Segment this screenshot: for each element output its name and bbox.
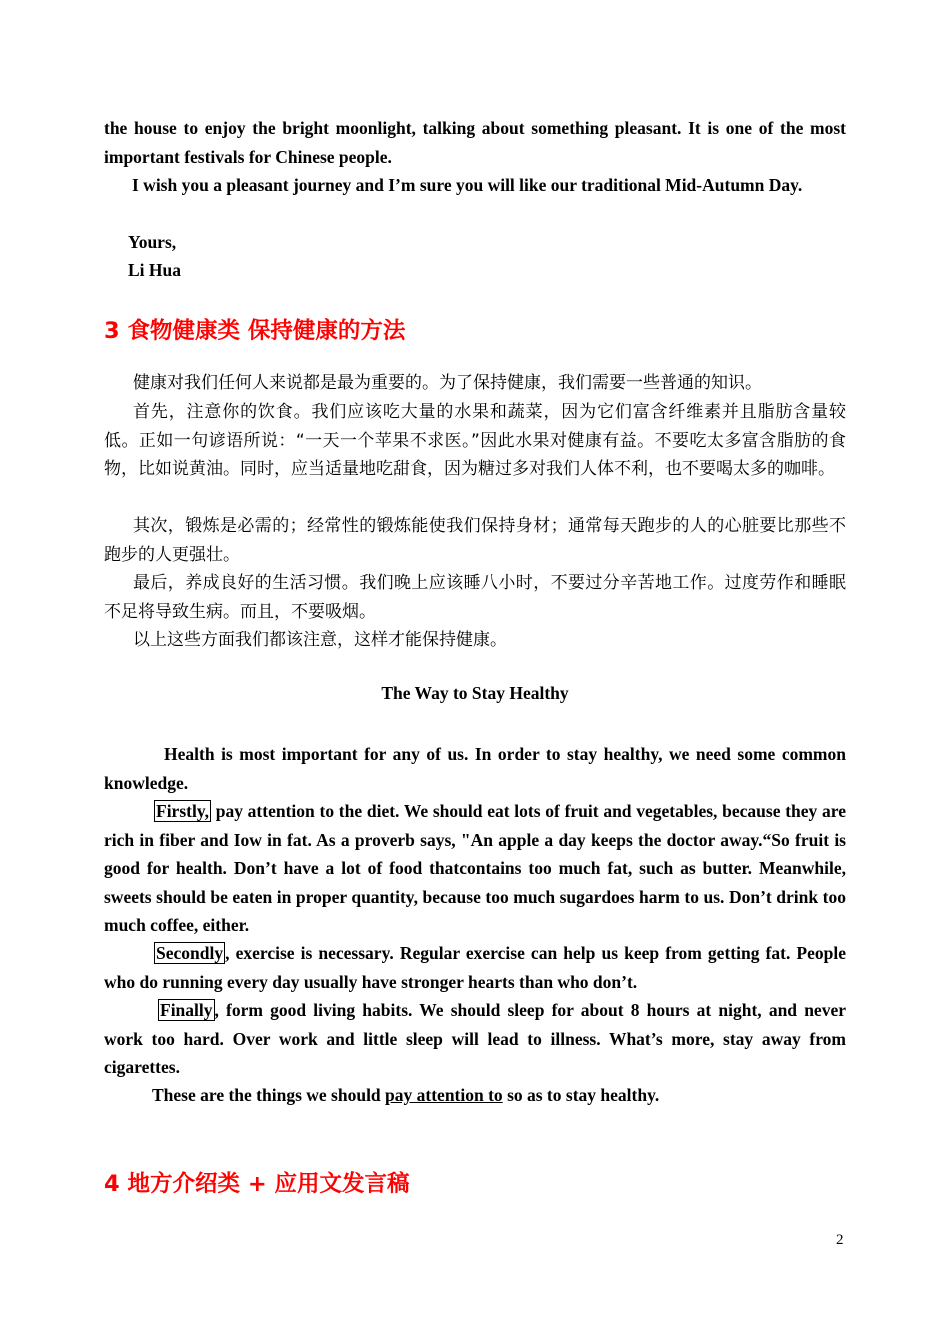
finally-text: , form good living habits. We should sleep for about 8 hours at night, and never work too hard. Over work and little sleep will lead to illness. What’s more, stay away from cigarettes. xyxy=(104,1000,846,1077)
firstly-keyword: Firstly, xyxy=(156,801,209,821)
finally-keyword: Finally xyxy=(160,1000,213,1020)
essay-conclusion xyxy=(104,1081,846,1110)
conclusion-underlined-phrase: pay attention to xyxy=(385,1085,503,1105)
zh-paragraph-5: 以上这些方面我们都该注意，这样才能保持健康。 xyxy=(133,630,507,650)
essay-paragraph-secondly xyxy=(104,939,846,996)
letter-paragraph-1: the house to enjoy the bright moonlight, talking about something pleasant. It is one of the most important festivals for Chinese people. xyxy=(104,118,846,167)
essay-title: The Way to Stay Healthy xyxy=(381,683,569,703)
zh-paragraph-3: 其次，锻炼是必需的；经常性的锻炼能使我们保持身材；通常每天跑步的人的心脏要比那些不跑步的人更强壮。 xyxy=(104,516,846,565)
page-number: 2 xyxy=(836,1232,844,1248)
letter-signature: Li Hua xyxy=(128,260,182,280)
essay-intro: Health is most important for any of us. In order to stay healthy, we need some common knowledge. xyxy=(104,744,846,793)
conclusion-pre: These are the things we should xyxy=(152,1085,386,1105)
conclusion-post: so as to stay healthy. xyxy=(502,1085,660,1105)
zh-paragraph-4: 最后，养成良好的生活习惯。我们晚上应该睡八小时，不要过分辛苦地工作。过度劳作和睡眠不足将导致生病。而且，不要吸烟。 xyxy=(104,573,846,622)
zh-paragraph-2: 首先，注意你的饮食。我们应该吃大量的水果和蔬菜，因为它们富含纤维素并且脂肪含量较低。正如一句谚语所说：“一天一个苹果不求医。”因此水果对健康有益。不要吃太多富含脂肪的食物，比如说黄油。同时，应当适量地吃甜食，因为糖过多对我们人体不利，也不要喝太多的咖啡。 xyxy=(104,402,846,479)
firstly-text: pay attention to the diet. We should eat lots of fruit and vegetables, because they are rich in fiber and Iow in fat. As a proverb says, "An apple a day keeps the doctor away.“So fruit is good for health. Don’t have a lot of food thatcontains too much fat, such as butter. Meanwhile, sweets should be eaten in proper quantity, because too much sugardoes harm to us. Don’t drink too much coffee, either. xyxy=(104,801,846,935)
section-3-heading: 3 食物健康类 保持健康的方法 xyxy=(104,318,406,344)
essay-paragraph-firstly xyxy=(104,797,846,940)
secondly-text: , exercise is necessary. Regular exercise can help us keep from getting fat. People who do running every day usually have stronger hearts than who don’t. xyxy=(104,943,846,992)
zh-paragraph-1: 健康对我们任何人来说都是最为重要的。为了保持健康，我们需要一些普通的知识。 xyxy=(133,373,762,393)
essay-paragraph-finally xyxy=(104,996,846,1082)
section-4-heading: 4 地方介绍类 + 应用文发言稿 xyxy=(104,1171,410,1197)
letter-closing: Yours, xyxy=(128,232,177,252)
secondly-keyword: Secondly xyxy=(156,943,224,963)
letter-paragraph-2: I wish you a pleasant journey and I’m sure you will like our traditional Mid-Autumn Day. xyxy=(132,175,803,195)
